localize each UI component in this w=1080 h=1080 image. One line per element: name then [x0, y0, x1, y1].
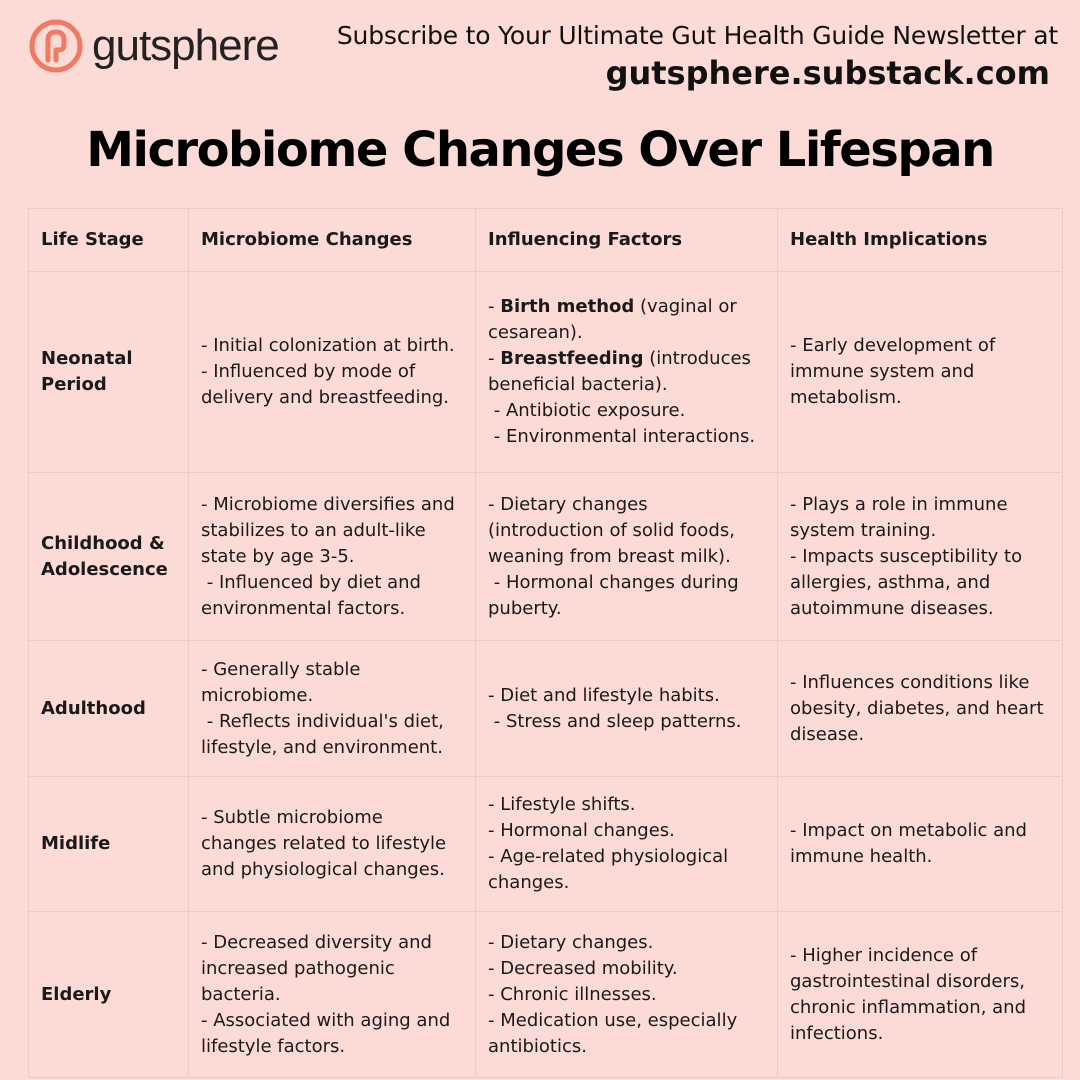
factor-text: Medication use, especially antibiotics.	[488, 1009, 743, 1057]
life-stage-cell: Childhood & Adolescence	[29, 473, 189, 641]
bullet-prefix: -	[488, 957, 501, 979]
subscribe-text: Subscribe to Your Ultimate Gut Health Guide Newsletter at	[336, 21, 1058, 50]
cell-line: - Microbiome diversifies and stabilizes to an adult-like state by age 3-5.	[201, 493, 461, 567]
page-title: Microbiome Changes Over Lifespan	[86, 122, 994, 178]
factor-text: Antibiotic exposure.	[505, 400, 686, 421]
health-implications-cell	[778, 777, 1063, 912]
cell-line: - Plays a role in immune system training.	[790, 493, 1014, 541]
cell-line: - Influenced by mode of delivery and breastfeeding.	[201, 361, 450, 408]
influencing-factors-cell	[476, 473, 778, 641]
bullet-prefix: -	[488, 931, 501, 953]
factor-text: (vaginal or cesarean).	[488, 296, 743, 343]
cell-line	[488, 818, 765, 844]
header-life-stage: Life Stage	[29, 209, 189, 272]
life-stage-cell: Midlife	[29, 777, 189, 912]
life-stage-cell: Elderly	[29, 912, 189, 1078]
health-implications-cell	[778, 473, 1063, 641]
bullet-prefix: -	[488, 1009, 501, 1031]
cell-line: - Associated with aging and lifestyle factors.	[201, 1009, 457, 1057]
microbiome-changes-cell	[189, 777, 476, 912]
brand-logo	[28, 18, 279, 74]
lifespan-table	[28, 208, 1063, 1078]
bullet-prefix: -	[488, 794, 501, 815]
cell-line	[488, 398, 765, 424]
subscribe-banner	[337, 20, 1058, 93]
cell-line: - Initial colonization at birth.	[201, 335, 455, 356]
factor-text: Stress and sleep patterns.	[505, 710, 742, 732]
cell-line	[488, 792, 765, 818]
cell-line	[488, 982, 765, 1008]
microbiome-changes-cell	[189, 272, 476, 473]
cell-line: - Influences conditions like obesity, diabetes, and heart disease.	[790, 671, 1050, 745]
factor-text: Age-related physiological changes.	[488, 846, 734, 893]
factor-text: Decreased mobility.	[500, 957, 678, 979]
microbiome-changes-cell	[189, 473, 476, 641]
cell-line	[488, 1008, 765, 1060]
cell-line: - Subtle microbiome changes related to lifestyle and physiological changes.	[201, 807, 452, 880]
cell-line: - Reflects individual's diet, lifestyle, and environment.	[201, 710, 450, 758]
cell-line: - Generally stable microbiome.	[201, 658, 367, 706]
influencing-factors-cell	[476, 272, 778, 473]
bullet-prefix: -	[488, 348, 501, 369]
bullet-prefix: -	[488, 710, 506, 732]
factor-text: (introduces beneficial bacteria).	[488, 348, 757, 395]
bullet-prefix: -	[488, 400, 506, 421]
header-microbiome-changes: Microbiome Changes	[189, 209, 476, 272]
table-row	[29, 473, 1063, 641]
microbiome-changes-cell	[189, 641, 476, 777]
bullet-prefix: -	[488, 426, 506, 447]
header-health-implications: Health Implications	[778, 209, 1063, 272]
factor-text: Hormonal changes.	[500, 820, 675, 841]
cell-line: - Decreased diversity and increased pathogenic bacteria.	[201, 931, 438, 1005]
factor-text: Chronic illnesses.	[500, 983, 657, 1005]
cell-line	[488, 294, 765, 346]
bullet-prefix: -	[488, 296, 501, 317]
life-stage-cell: Adulthood	[29, 641, 189, 777]
cell-line	[488, 930, 765, 956]
factor-keyword: Birth method	[500, 296, 635, 317]
factor-keyword: Breastfeeding	[500, 348, 644, 369]
cell-line	[488, 956, 765, 982]
factor-text: Diet and lifestyle habits.	[500, 684, 720, 706]
factor-text: Dietary changes.	[500, 931, 654, 953]
newsletter-link[interactable]: gutsphere.substack.com	[605, 53, 1050, 92]
health-implications-cell	[778, 272, 1063, 473]
cell-line	[488, 570, 765, 622]
microbiome-changes-cell	[189, 912, 476, 1078]
intestine-icon	[28, 18, 84, 74]
table-row	[29, 777, 1063, 912]
cell-line: - Influenced by diet and environmental factors.	[201, 571, 427, 619]
bullet-prefix: -	[488, 820, 501, 841]
influencing-factors-cell	[476, 641, 778, 777]
table-row	[29, 272, 1063, 473]
cell-line	[488, 844, 765, 896]
cell-line	[488, 346, 765, 398]
influencing-factors-cell	[476, 912, 778, 1078]
table-row	[29, 912, 1063, 1078]
factor-text: Lifestyle shifts.	[500, 794, 636, 815]
factor-text: Hormonal changes during puberty.	[488, 571, 745, 619]
brand-name: gutsphere	[92, 21, 279, 70]
table-header-row	[29, 209, 1063, 272]
bullet-prefix: -	[488, 493, 501, 515]
cell-line: - Impacts susceptibility to allergies, asthma, and autoimmune diseases.	[790, 545, 1028, 619]
cell-line: - Early development of immune system and metabolism.	[790, 335, 1001, 408]
factor-text: Environmental interactions.	[505, 426, 756, 447]
table-row	[29, 641, 1063, 777]
health-implications-cell	[778, 641, 1063, 777]
bullet-prefix: -	[488, 684, 501, 706]
header-influencing-factors: Influencing Factors	[476, 209, 778, 272]
factor-text: Dietary changes (introduction of solid foods, weaning from breast milk).	[488, 493, 741, 567]
influencing-factors-cell	[476, 777, 778, 912]
cell-line: - Higher incidence of gastrointestinal disorders, chronic inflammation, and infections.	[790, 944, 1032, 1044]
cell-line	[488, 424, 765, 450]
cell-line	[488, 709, 765, 735]
life-stage-cell: Neonatal Period	[29, 272, 189, 473]
bullet-prefix: -	[488, 571, 506, 593]
cell-line: - Impact on metabolic and immune health.	[790, 820, 1033, 867]
cell-line	[488, 683, 765, 709]
bullet-prefix: -	[488, 846, 501, 867]
bullet-prefix: -	[488, 983, 501, 1005]
cell-line	[488, 492, 765, 570]
health-implications-cell	[778, 912, 1063, 1078]
